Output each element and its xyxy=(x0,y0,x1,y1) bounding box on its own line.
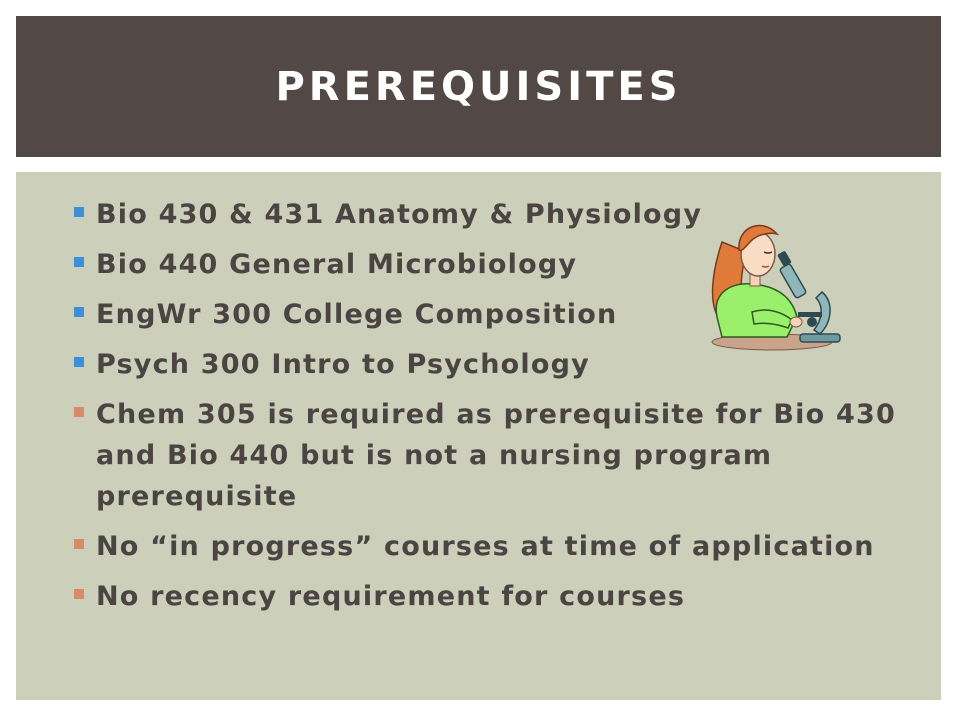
bullet-square-icon xyxy=(74,357,84,367)
title-bar xyxy=(16,16,941,157)
bullet-square-icon xyxy=(74,589,84,599)
bullet-square-icon xyxy=(74,539,84,549)
list-item-text: Psych 300 Intro to Psychology xyxy=(96,349,590,380)
content-area xyxy=(16,172,941,700)
list-item-text: No “in progress” courses at time of application xyxy=(96,531,875,562)
bullet-square-icon xyxy=(74,407,84,417)
list-item xyxy=(74,526,914,567)
slide-title: PREREQUISITES xyxy=(275,63,682,110)
bullet-square-icon xyxy=(74,307,84,317)
scientist-with-microscope-icon xyxy=(692,212,852,352)
list-item xyxy=(74,394,914,517)
list-item xyxy=(74,576,914,617)
list-item-text: EngWr 300 College Composition xyxy=(96,299,618,330)
list-item-text: Chem 305 is required as prerequisite for Bio 430 and Bio 440 but is not a nursing program prerequisite xyxy=(96,399,896,512)
list-item-text: Bio 440 General Microbiology xyxy=(96,249,578,280)
list-item-text: Bio 430 & 431 Anatomy & Physiology xyxy=(96,199,703,230)
list-item-text: No recency requirement for courses xyxy=(96,581,686,612)
bullet-square-icon xyxy=(74,207,84,217)
bullet-square-icon xyxy=(74,257,84,267)
